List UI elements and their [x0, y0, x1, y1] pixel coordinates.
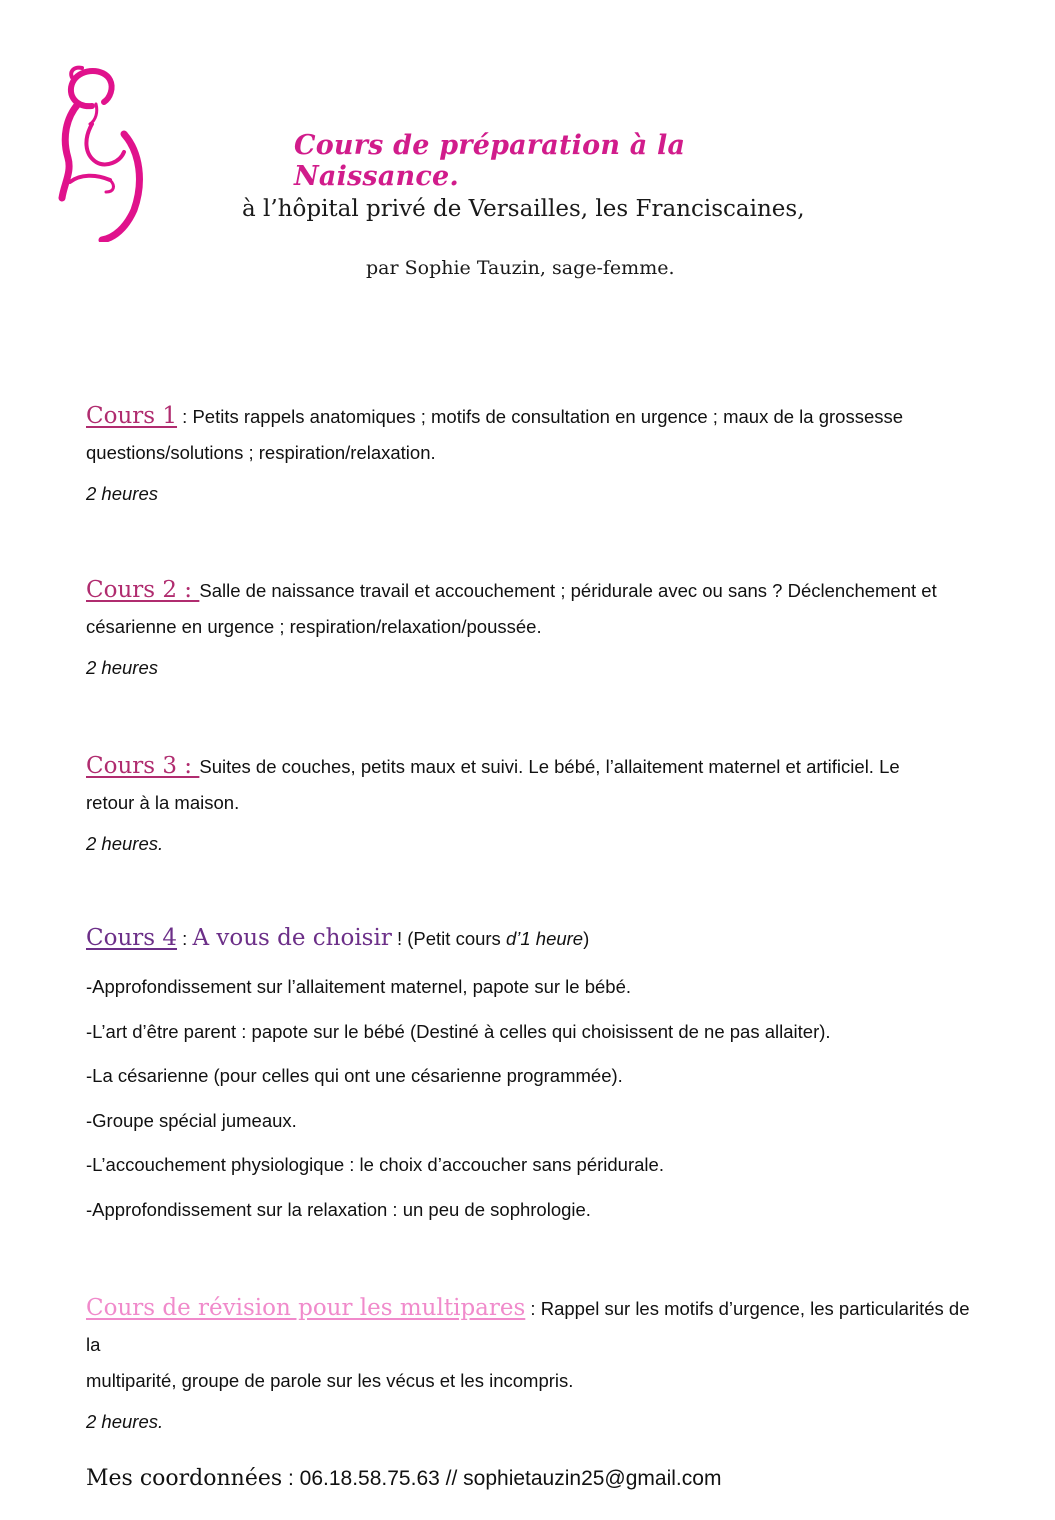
course-2-section: [86, 572, 986, 683]
revision-course-duration: 2 heures.: [86, 1411, 164, 1432]
course-2-duration: 2 heures: [86, 657, 158, 678]
course-4-paren-end: ): [583, 928, 590, 949]
course-4-option: -Approfondissement sur l’allaitement maternel, papote sur le bébé.: [86, 976, 632, 997]
revision-course-section: [86, 1290, 986, 1437]
course-4-option: -La césarienne (pour celles qui ont une césarienne programmée).: [86, 1065, 623, 1086]
course-4-option: -Groupe spécial jumeaux.: [86, 1109, 297, 1131]
author-line: par Sophie Tauzin, sage-femme.: [366, 257, 675, 279]
course-4-paren-start: ! (Petit cours: [391, 928, 506, 949]
course-4-section: [86, 920, 986, 1232]
course-3-description-line1: Suites de couches, petits maux et suivi. Le bébé, l’allaitement maternel et artificiel. Le: [199, 756, 900, 777]
course-4-option: -Approfondissement sur la relaxation : un peu de sophrologie.: [86, 1198, 591, 1220]
page-title: Cours de préparation à la Naissance.: [294, 130, 686, 192]
course-4-choose-heading: A vous de choisir: [192, 925, 392, 951]
course-4-option: -L’accouchement physiologique : le choix d’accoucher sans péridurale.: [86, 1154, 664, 1175]
course-2-description-line2: césarienne en urgence ; respiration/relaxation/poussée.: [86, 616, 542, 637]
course-3-description-line2: retour à la maison.: [86, 792, 240, 813]
course-2-label: Cours 2 :: [86, 577, 200, 603]
contact-email: sophietauzin25@gmail.com: [463, 1467, 722, 1490]
revision-course-description-line2: multiparité, groupe de parole sur les vécus et les incompris.: [86, 1370, 574, 1391]
page-subtitle: à l’hôpital privé de Versailles, les Franciscaines,: [242, 196, 805, 222]
course-4-label: Cours 4: [86, 925, 178, 951]
course-3-label: Cours 3 :: [86, 753, 200, 779]
course-4-option: -L’art d’être parent : papote sur le bébé (Destiné à celles qui choisissent de ne pas allaiter).: [86, 1020, 831, 1042]
revision-course-separator: :: [525, 1298, 541, 1319]
contact-separator: :: [282, 1467, 300, 1490]
course-3-duration: 2 heures.: [86, 833, 164, 854]
course-1-label: Cours 1: [86, 403, 178, 429]
pregnant-woman-icon: [44, 62, 154, 242]
contact-phone: 06.18.58.75.63: [299, 1467, 440, 1490]
course-1-section: [86, 398, 986, 509]
course-1-description-line2: questions/solutions ; respiration/relaxation.: [86, 442, 436, 463]
course-1-separator: :: [177, 406, 193, 427]
course-2-description-line1: Salle de naissance travail et accouchement ; péridurale avec ou sans ? Déclenchement et: [199, 580, 937, 601]
revision-course-label: Cours de révision pour les multipares: [86, 1295, 526, 1321]
course-1-duration: 2 heures: [86, 483, 158, 504]
course-3-section: [86, 748, 986, 859]
contact-divider: //: [439, 1467, 464, 1490]
course-4-paren-italic: d’1 heure: [505, 928, 584, 949]
contact-line: [86, 1466, 886, 1491]
course-4-separator: :: [177, 928, 193, 949]
contact-label: Mes coordonnées: [86, 1466, 283, 1491]
revision-course-description-line1: Rappel sur les motifs d’urgence, les particularités de la: [86, 1298, 970, 1355]
course-1-description-line1: Petits rappels anatomiques ; motifs de consultation en urgence ; maux de la grossesse: [192, 406, 904, 427]
